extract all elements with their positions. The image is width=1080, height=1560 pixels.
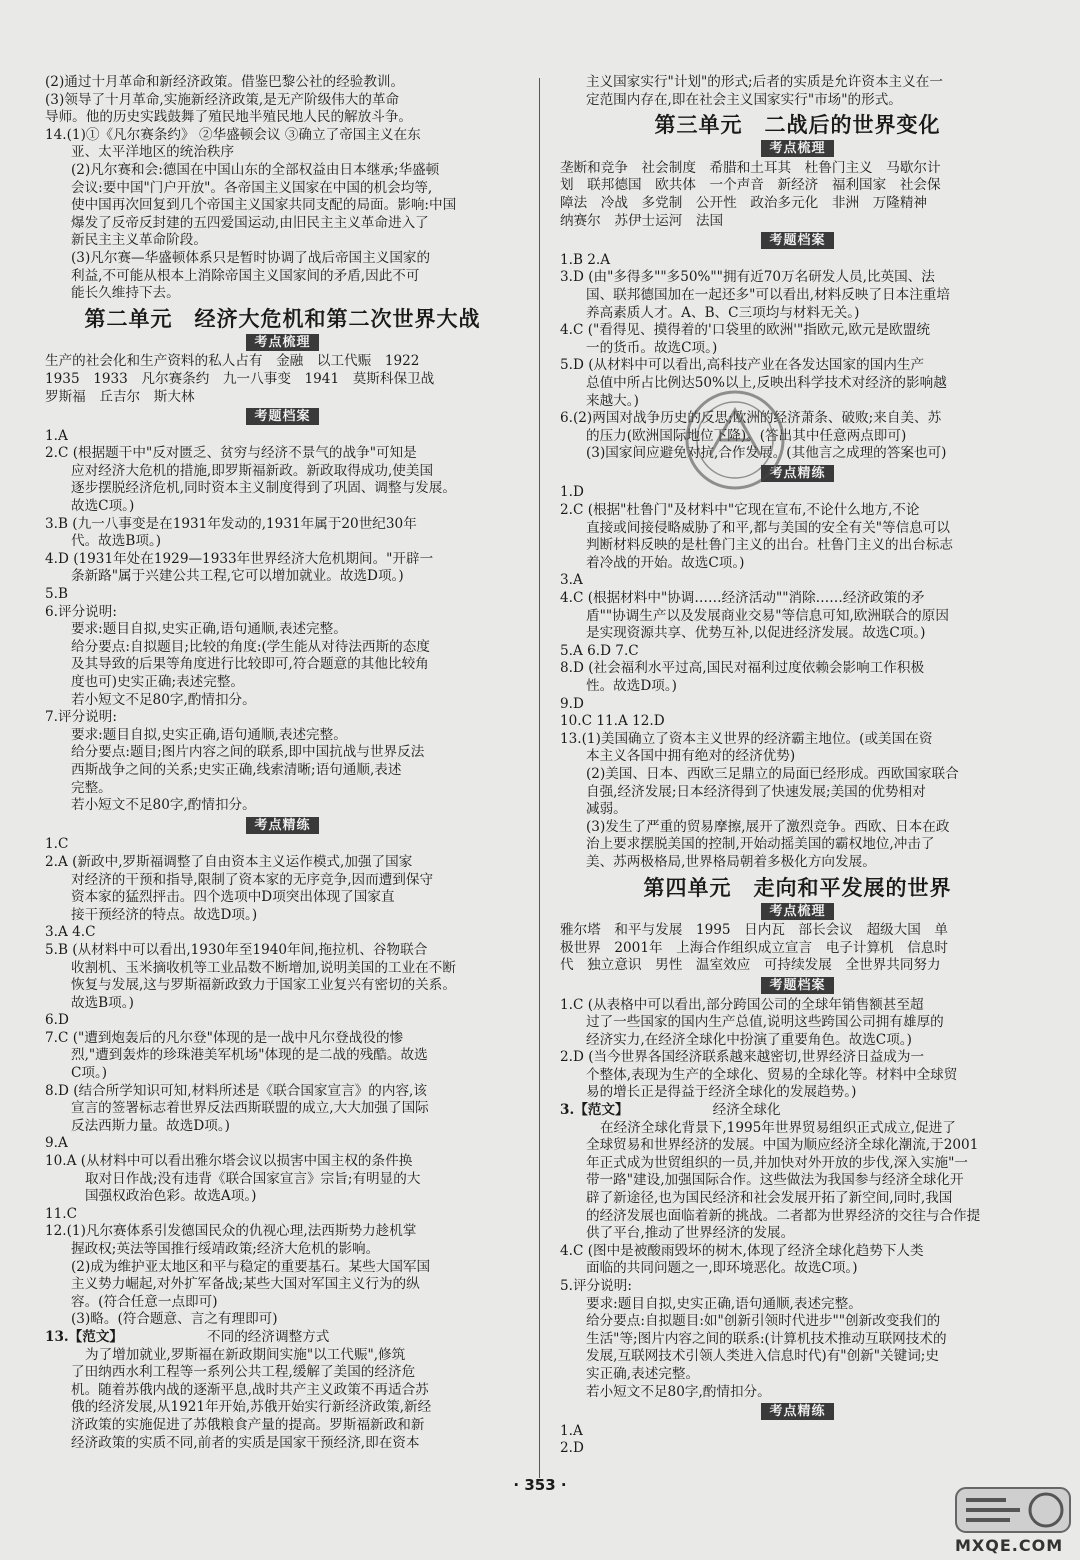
answer-line: (2)通过十月革命和新经济政策。借鉴巴黎公社的经验教训。 [45,74,405,90]
page-number: · 353 · [513,1476,567,1494]
answer-line: 10.A (从材料中可以看出雅尔塔会议以损害中国主权的条件换 [45,1153,413,1170]
answer-line: 3.A 4.C [45,924,96,941]
essay-line: 的经济发展也面临着新的挑战。二者都为世界经济的交往与合作提 [586,1207,981,1224]
answer-line: 判断材料反映的是杜鲁门主义的出台。杜鲁门主义的出台标志 [586,537,954,554]
answer-line: 着冷战的开始。故选C项。) [586,554,745,571]
answer-line: 面临的共同问题之一,即环境恶化。故选C项。) [586,1260,858,1277]
essay-line: 济政策的实施促进了苏俄粮食产量的提高。罗斯福新政和新 [71,1416,425,1433]
answer-line: 2.C (根据题干中"反对匮乏、贫穷与经济不景气的战争"可知是 [45,445,417,462]
answer-line: 恢复与发展,这与罗斯福新政致力于国家工业复兴有密切的关系。 [71,977,456,994]
answer-line: (3)发生了严重的贸易摩擦,展开了激烈竞争。西欧、日本在政 [586,818,950,835]
answer-line: 故选C项。) [71,498,135,515]
term-line: 生产的社会化和生产资料的私人占有 金融 以工代赈 1922 [45,353,420,370]
term-line: 代 独立意识 男性 温室效应 可持续发展 全世界共同努力 [560,957,941,974]
term-line: 垄断和竞争 社会制度 希腊和土耳其 杜鲁门主义 马歇尔计 [560,159,941,176]
section-tag-kaodian-shuli: 考点梳理 [246,334,318,351]
essay-line: 机。随着苏俄内战的逐渐平息,战时共产主义政策不再适合苏 [71,1381,429,1398]
essay-line: 在经济全球化背景下,1995年世界贸易组织正式成立,促进了 [600,1119,956,1136]
answer-line: 9.A [45,1135,68,1152]
essay-line: 为了增加就业,罗斯福在新政期间实施"以工代赈",修筑 [85,1346,406,1363]
answer-line: 代。故选B项。) [71,533,162,550]
section-tag-kaoti-dangan: 考题档案 [761,232,833,249]
section-tag-kaodian-jinglian: 考点精练 [761,465,833,482]
answer-line: C项。) [71,1065,108,1082]
answer-line: (3)凡尔赛—华盛顿体系只是暂时协调了战后帝国主义国家的 [71,249,431,266]
answer-line: 给分要点:题目;图片内容之间的联系,即中国抗战与世界反法 [71,744,425,761]
answer-line: 给分要点:自拟题目;比较的角度:(学生能从对待法西斯的态度 [71,638,430,655]
answer-line: 2.D (当今世界各国经济联系越来越密切,世界经济日益成为一 [560,1049,925,1066]
answer-line: 4.C (图中是被酸雨毁坏的树木,体现了经济全球化趋势下人类 [560,1242,924,1259]
answer-line: 5.B (从材料中可以看出,1930年至1940年间,拖拉机、谷物联合 [45,941,428,958]
answer-line: 反法西斯力量。故选D项。) [71,1117,230,1134]
essay-continuation [560,74,1035,109]
answer-line: 3.A [560,572,583,589]
answer-line: 2.D [560,1440,584,1457]
answer-line: 国、联邦德国加在一起还多"可以看出,材料反映了日本注重培 [586,286,951,303]
term-line: 划 联邦德国 欧共体 一个声音 新经济 福利国家 社会保 [560,177,941,194]
unit3-kaoti-answers [560,252,1035,463]
answer-line: 条新路"属于兴建公共工程,它可以增加就业。故选D项。) [71,568,404,585]
unit4-jinglian-answers [560,1423,1035,1458]
answer-line: 发展,互联网技术引领人类进入信息时代)有"创新"关键词;史 [586,1348,939,1365]
answer-line: 资本家的猛烈抨击。四个选项中D项突出体现了国家直 [71,889,395,906]
answer-line: (2)凡尔赛和会:德国在中国山东的全部权益由日本继承;华盛顿 [71,161,440,178]
unit4-kaoti-answers-cont [560,1243,1035,1401]
answer-line: 9.D [560,695,584,712]
answer-line: 容。(符合任意一点即可) [71,1293,218,1310]
answer-line: 完整。 [71,779,112,796]
unit4-kaoti-answers [560,997,1035,1103]
section-tag-kaodian-jinglian: 考点精练 [246,817,318,834]
answer-line: 养高素质人才。A、B、C三项均与材料无关。) [586,304,860,321]
answer-line: 若小短文不足80字,酌情扣分。 [586,1383,771,1400]
answer-line: 1.A [560,1422,583,1439]
answer-line: 度也可)史实正确;表述完整。 [71,674,245,690]
essay-body [45,1347,520,1453]
answer-line: 10.C 11.A 12.D [560,713,665,730]
answer-line: 4.C ("看得见、摸得着的'口袋里的欧洲'"指欧元,欧元是欧盟统 [560,322,930,339]
answer-line: 导师。他的历史实践鼓舞了殖民地半殖民地人民的解放斗争。 [45,109,413,126]
left-column [45,74,520,1452]
answer-line: 1.C [45,836,69,853]
watermark-site: MXQE.COM [955,1536,1064,1555]
essay-heading [560,1102,1035,1120]
answer-line: 14.(1)①《凡尔赛条约》 ②华盛顿会议 ③确立了帝国主义在东 [45,126,421,143]
answer-line: 4.C (根据材料中"协调……经济活动""消除……经济政策的矛 [560,590,925,607]
answer-line: 性。故选D项。) [586,678,677,694]
unit4-title: 第四单元 走向和平发展的世界 [643,875,952,900]
answer-line: 接干预经济的特点。故选D项。) [71,906,258,923]
answer-line: 握政权;英法等国推行绥靖政策;经济大危机的影响。 [71,1241,380,1257]
answer-line: 1.C (从表格中可以看出,部分跨国公司的全球年销售额甚至超 [560,996,924,1013]
answer-line: 自强,经济发展;日本经济得到了快速发展;美国的优势相对 [586,783,926,800]
essay-line: 供了平台,推动了世界经济的发展。 [586,1225,795,1242]
answer-line: 是实现资源共享、优势互补,以促进经济发展。故选C项。) [586,625,926,642]
essay-title: 经济全球化 [712,1102,781,1119]
term-line: 纳赛尔 苏伊士运河 法国 [560,212,724,229]
answer-line: 经济实力,在经济全球化中扮演了重要角色。故选C项。) [586,1031,912,1048]
answer-line: (3)领导了十月革命,实施新经济政策,是无产阶级伟大的革命 [45,91,400,108]
section-tag-kaodian-jinglian: 考点精练 [761,1403,833,1420]
answer-line: 应对经济大危机的措施,即罗斯福新政。新政取得成功,使美国 [71,462,434,479]
essay-line: 定范围内存在,即在社会主义国家实行"市场"的形式。 [586,91,902,108]
answer-line: (2)成为维护亚太地区和平与稳定的重要基石。某些大国军国 [71,1258,431,1275]
answer-line: (2)美国、日本、西欧三足鼎立的局面已经形成。西欧国家联合 [586,765,959,782]
answer-line: 2.C (根据"杜鲁门"及材料中"它现在宣布,不论什么地方,不论 [560,502,920,519]
answer-line: 给分要点:自拟题目:如"创新引领时代进步""创新改变我们的 [586,1313,941,1330]
term-line: 雅尔塔 和平与发展 1995 日内瓦 部长会议 超级大国 单 [560,922,949,939]
answer-line: 及其导致的后果等角度进行比较即可,符合题意的其他比较角 [71,656,429,673]
answer-line: 故选B项。) [71,994,134,1011]
answer-line: 逐步摆脱经济危机,同时资本主义制度得到了巩固、调整与发展。 [71,480,456,497]
answer-line: 11.C [45,1205,78,1222]
answer-line: 7.C ("遭到炮轰后的凡尔登"体现的是一战中凡尔登战役的惨 [45,1029,404,1046]
answer-line: (3)略。(符合题意、言之有理即可) [71,1311,278,1328]
answer-line: 2.A (新政中,罗斯福调整了自由资本主义运作模式,加强了国家 [45,853,413,870]
answer-line: 6.评分说明: [45,603,117,620]
essay-line: 辟了新途径,也为国民经济和社会发展开拓了新空间,同时,我国 [586,1190,953,1207]
answer-line: 取对日作战;没有违背《联合国家宣言》宗旨;有明显的大 [85,1170,421,1187]
answer-line: 直接或间接侵略威胁了和平,都与美国的安全有关"等信息可以 [586,519,951,536]
answer-line: 亚、太平洋地区的统治秩序 [71,144,235,161]
answer-line: 一的货币。故选C项。) [586,339,718,356]
answer-line: 个整体,表现为生产的全球化、贸易的全球化等。材料中全球贸 [586,1066,958,1083]
term-line: 罗斯福 丘吉尔 斯大林 [45,388,195,405]
answer-line: 烈,"遭到轰炸的珍珠港美军机场"体现的是二战的残酷。故选 [71,1047,428,1064]
section-tag-kaoti-dangan: 考题档案 [246,408,318,425]
section-tag-kaodian-shuli: 考点梳理 [761,140,833,157]
term-line: 1935 1933 凡尔赛条约 九一八事变 1941 莫斯科保卫战 [45,370,435,387]
answer-line: 6.(2)两国对战争历史的反思;欧洲的经济萧条、破败;来自美、苏 [560,410,942,427]
answer-line: 主义势力崛起,对外扩军备战;某些大国对军国主义行为的纵 [71,1276,420,1293]
answer-line: 宣言的签署标志着世界反法西斯联盟的成立,大大加强了国际 [71,1100,429,1117]
answer-line: 3.B (九一八事变是在1931年发动的,1931年属于20世纪30年 [45,515,417,532]
answer-line: 新民主主义革命阶段。 [71,232,207,249]
section-tag-kaodian-shuli: 考点梳理 [761,903,833,920]
answer-line: 要求:题目自拟,史实正确,语句通顺,表述完整。 [586,1295,862,1312]
answer-line: 对经济的干预和指导,限制了资本家的无序竞争,因而遭到保守 [71,871,434,888]
answer-line: 5.评分说明: [560,1278,632,1294]
answer-line: 会议:要中国"门户开放"。各帝国主义国家在中国的机会均等, [71,179,433,196]
essay-line: 主义国家实行"计划"的形式;后者的实质是允许资本主义在一 [586,74,943,90]
answer-line: 5.A 6.D 7.C [560,642,639,659]
answer-line: 盾""协调生产以及发展商业交易"等信息可知,欧洲联合的原因 [586,607,949,624]
answer-line: 1.D [560,484,584,501]
essay-heading [45,1329,520,1347]
essay-body [560,1120,1035,1243]
essay-line: 全球贸易和世界经济的发展。中国为顺应经济全球化潮流,于2001 [586,1137,979,1154]
answer-line: 8.D (结合所学知识可知,材料所述是《联合国家宣言》的内容,该 [45,1082,427,1099]
unit3-terms [560,160,1035,230]
essay-title: 不同的经济调整方式 [207,1328,330,1345]
unit3-jinglian-answers [560,484,1035,871]
unit2-terms [45,353,520,406]
section-tag-kaoti-dangan: 考题档案 [761,977,833,994]
answer-line: 1.B 2.A [560,251,611,268]
unit4-terms [560,922,1035,975]
answer-line: 爆发了反帝反封建的五四爱国运动,由旧民主主义革命进入了 [71,214,429,231]
answer-line: 总值中所占比例达50%以上,反映出科学技术对经济的影响越 [586,374,947,391]
answer-line: 治上要求摆脱美国的控制,开始动摇美国的霸权地位,冲击了 [586,836,935,853]
term-line: 极世界 2001年 上海合作组织成立宣言 电子计算机 信息时 [560,939,949,956]
answer-line: 1.A [45,427,68,444]
answer-line: 13.(1)美国确立了资本主义世界的经济霸主地位。(或美国在资 [560,730,933,747]
answer-line: 4.D (1931年处在1929—1933年世界经济大危机期间。"开辟一 [45,550,434,567]
unit2-kaoti-answers [45,428,520,815]
answer-line: 6.D [45,1012,69,1029]
answer-line: 要求:题目自拟,史实正确,语句通顺,表述完整。 [71,726,347,743]
essay-line: 了田纳西水利工程等一系列公共工程,缓解了美国的经济危 [71,1364,416,1381]
answer-line: 使中国再次回复到几个帝国主义国家共同支配的局面。影响:中国 [71,197,457,214]
unit1-answers-tail [45,74,520,303]
answer-line: 3.D (由"多得多""多50%""拥有近70万名研发人员,比英国、法 [560,269,935,286]
answer-line: 8.D (社会福利水平过高,国民对福利过度依赖会影响工作积极 [560,660,925,677]
answer-line: 易的增长正是得益于经济全球化的发展趋势。) [586,1084,857,1101]
answer-line: 利益,不可能从根本上消除帝国主义国家间的矛盾,因此不可 [71,267,420,284]
answer-line: 7.评分说明: [45,709,117,726]
right-column [560,74,1035,1458]
unit2-title: 第二单元 经济大危机和第二次世界大战 [84,306,481,331]
answer-line: 要求:题目自拟,史实正确,语句通顺,表述完整。 [71,621,347,638]
answer-line: 5.D (从材料中可以看出,高科技产业在各发达国家的国内生产 [560,357,925,374]
column-divider [539,78,540,1478]
answer-line: (3)国家间应避免对抗,合作发展。(其他言之成理的答案也可) [586,445,947,462]
essay-line: 俄的经济发展,从1921年开始,苏俄开始实行新经济政策,新经 [71,1399,432,1416]
answer-line: 5.B [45,586,68,603]
answer-line: 生活"等;图片内容之间的联系:(计算机技术推动互联网技术的 [586,1330,947,1347]
essay-line: 经济政策的实质不同,前者的实质是国家干预经济,即在资本 [71,1434,420,1451]
answer-line: 减弱。 [586,801,627,818]
answer-line: 的压力(欧洲国际地位下降)。(答出其中任意两点即可) [586,427,907,444]
answer-line: 若小短文不足80字,酌情扣分。 [71,691,256,708]
essay-label: 3.【范文】 [560,1102,629,1119]
answer-line: 能长久维持下去。 [71,285,180,302]
answer-line: 本主义各国中拥有绝对的经济优势) [586,748,796,765]
answer-line: 来越大。) [586,392,639,409]
essay-line: 带一路"建设,加强国际合作。这些做法为我国参与经济全球化开 [586,1172,964,1189]
unit3-title: 第三单元 二战后的世界变化 [654,113,941,138]
term-line: 障法 冷战 多党制 公开性 政治多元化 非洲 万隆精神 [560,194,928,211]
unit2-jinglian-answers [45,836,520,1329]
seal-stamp-icon [680,385,790,495]
answer-line: 若小短文不足80字,酌情扣分。 [71,797,256,814]
answer-line: 过了一些国家的国内生产总值,说明这些跨国公司拥有雄厚的 [586,1014,944,1031]
answer-line: 12.(1)凡尔赛体系引发德国民众的仇视心理,法西斯势力趁机掌 [45,1223,417,1240]
answer-line: 国强权政治色彩。故选A项。) [85,1188,257,1205]
answer-line: 美、苏两极格局,世界格局朝着多极化方向发展。 [586,853,876,870]
essay-line: 年正式成为世贸组织的一员,并加快对外开放的步伐,深入实施"一 [586,1154,968,1171]
answer-line: 实正确,表述完整。 [586,1365,700,1382]
answer-line: 西斯战争之间的关系;史实正确,线索清晰;语句通顺,表述 [71,761,402,778]
answer-line: 收割机、玉米摘收机等工业品数不断增加,说明美国的工业在不断 [71,959,456,976]
essay-label: 13.【范文】 [45,1328,124,1345]
